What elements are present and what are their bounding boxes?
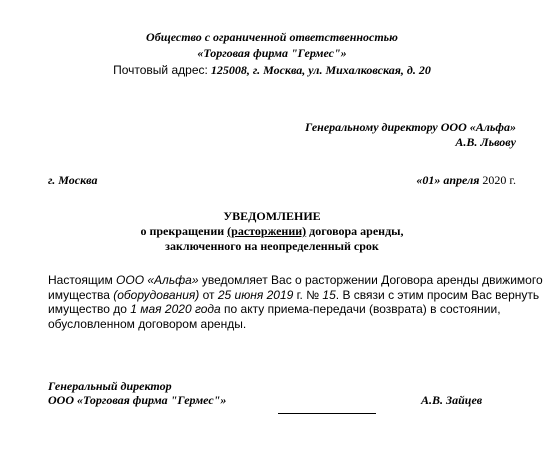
document-subtitle-2: заключенного на неопределенный срок bbox=[165, 239, 379, 253]
notice-body bbox=[48, 273, 543, 331]
body-text: от bbox=[199, 287, 218, 302]
signatory-company: ООО «Торговая фирма "Гермес"» bbox=[48, 393, 227, 407]
contract-number: 15 bbox=[322, 287, 336, 302]
document-date bbox=[416, 173, 516, 188]
address-value: 125008, г. Москва, ул. Михалковская, д. 20 bbox=[210, 63, 431, 77]
addressee-line2: А.В. Львову bbox=[455, 135, 516, 149]
addressee-line1: Генеральному директору ООО «Альфа» bbox=[304, 120, 516, 134]
contract-date: 25 июня 2019 bbox=[217, 287, 294, 302]
address-label: Почтовый адрес: bbox=[113, 63, 208, 77]
lessee-name: ООО «Альфа» bbox=[116, 273, 199, 287]
property-type: (оборудования) bbox=[113, 287, 200, 302]
body-text: . В связи с этим просим Вас вернуть bbox=[335, 287, 540, 302]
body-text: г. № bbox=[293, 287, 323, 302]
date-month: апреля bbox=[443, 173, 480, 187]
subtitle-underlined: (расторжении) bbox=[227, 224, 307, 238]
body-text: уведомляет Вас о расторжении Договора аренды движимого bbox=[198, 273, 543, 287]
signature-line bbox=[278, 413, 376, 414]
subtitle-post: договора аренды, bbox=[306, 224, 404, 238]
body-line-4: обусловленном договором аренды. bbox=[48, 316, 247, 331]
date-year: 2020 г. bbox=[482, 173, 516, 187]
body-line-2 bbox=[48, 287, 540, 303]
city: г. Москва bbox=[48, 173, 98, 187]
body-line-3 bbox=[48, 302, 524, 317]
document-title: УВЕДОМЛЕНИЕ bbox=[223, 209, 321, 223]
body-line-1 bbox=[48, 273, 543, 288]
date-day: «01» bbox=[416, 173, 441, 187]
signatory-position: Генеральный директор bbox=[48, 379, 172, 393]
return-deadline: 1 мая 2020 года bbox=[130, 302, 221, 316]
signatory-name: А.В. Зайцев bbox=[421, 393, 483, 407]
body-text: имущества bbox=[48, 287, 114, 302]
org-name-line1: Общество с ограниченной ответственностью bbox=[146, 30, 398, 44]
body-text: имущество до bbox=[48, 302, 131, 316]
body-text: по акту приема-передачи (возврата) в состоянии, bbox=[220, 302, 501, 316]
document-subtitle bbox=[0, 224, 544, 239]
org-name-line2: «Торговая фирма "Гермес"» bbox=[197, 46, 347, 60]
subtitle-pre: о прекращении bbox=[140, 224, 228, 238]
postal-address bbox=[0, 63, 544, 78]
body-text: Настоящим bbox=[48, 273, 117, 287]
